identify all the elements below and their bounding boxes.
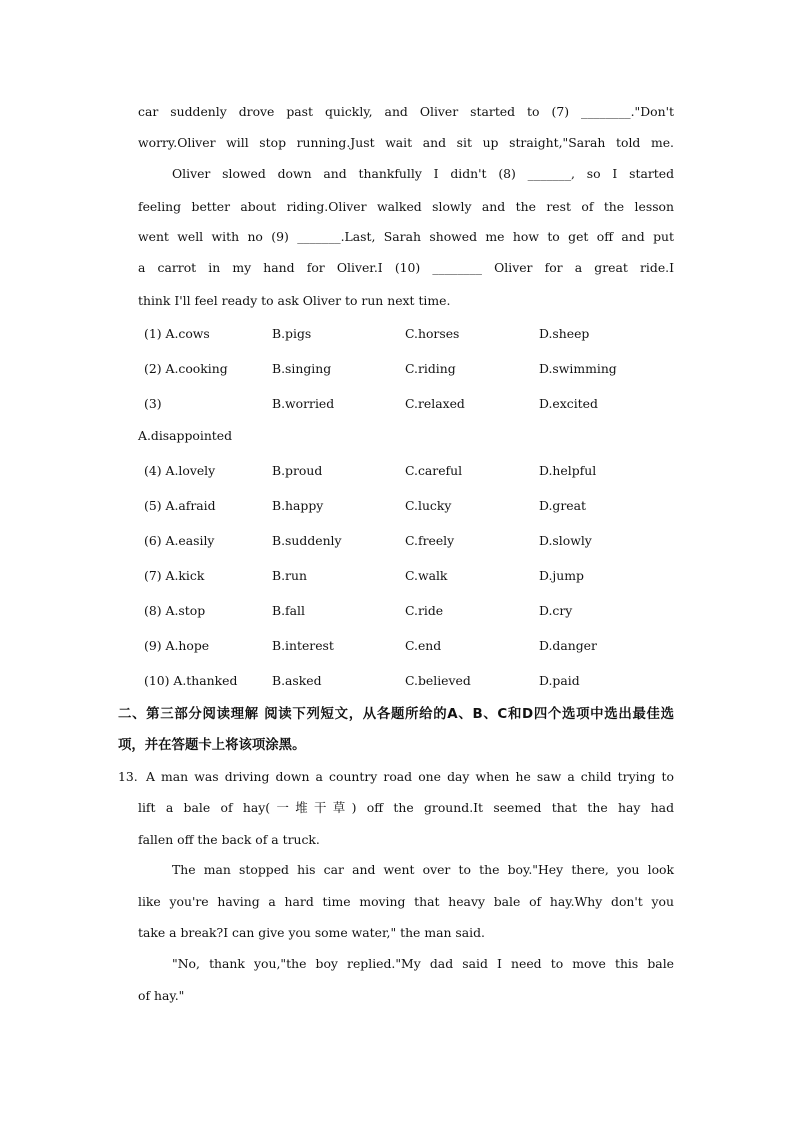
option-d: D.sheep bbox=[539, 326, 590, 341]
option-row bbox=[144, 463, 684, 479]
option-b: B.run bbox=[272, 568, 307, 583]
option-row bbox=[144, 673, 684, 689]
option-c: C.end bbox=[405, 638, 442, 653]
option-b: B.singing bbox=[272, 361, 332, 376]
option-c: C.ride bbox=[405, 603, 444, 618]
question-number: 13. bbox=[118, 769, 138, 784]
option-a: (4) A.lovely bbox=[144, 463, 216, 478]
option-c: C.riding bbox=[405, 361, 456, 376]
option-c: C.careful bbox=[405, 463, 463, 478]
option-d: D.excited bbox=[539, 396, 598, 411]
option-d: D.helpful bbox=[539, 463, 597, 478]
option-row bbox=[144, 638, 684, 654]
option-c: C.horses bbox=[405, 326, 460, 341]
option-a: (2) A.cooking bbox=[144, 361, 228, 376]
reading-line: like you're having a hard time moving that heavy bale of hay.Why don't you bbox=[138, 894, 674, 909]
option-a: (9) A.hope bbox=[144, 638, 210, 653]
option-a: (1) A.cows bbox=[144, 326, 210, 341]
option-b: B.happy bbox=[272, 498, 324, 513]
option-c: C.relaxed bbox=[405, 396, 465, 411]
option-c: C.freely bbox=[405, 533, 455, 548]
option-b: B.suddenly bbox=[272, 533, 342, 548]
option-row bbox=[144, 498, 684, 514]
passage-line: worry.Oliver will stop running.Just wait and sit up straight,"Sarah told me. bbox=[138, 135, 674, 150]
section-heading: 二、第三部分阅读理解 阅读下列短文，从各题所给的A、B、C和D四个选项中选出最佳选 bbox=[118, 707, 674, 722]
option-b: B.pigs bbox=[272, 326, 312, 341]
option-b: B.asked bbox=[272, 673, 322, 688]
reading-line: take a break?I can give you some water," the man said. bbox=[138, 925, 485, 940]
reading-line: fallen off the back of a truck. bbox=[138, 832, 320, 847]
reading-line: A man was driving down a country road one day when he saw a child trying to bbox=[146, 769, 674, 784]
option-d: D.swimming bbox=[539, 361, 617, 376]
option-c: C.believed bbox=[405, 673, 471, 688]
option-d: D.danger bbox=[539, 638, 597, 653]
option-row bbox=[144, 533, 684, 549]
reading-line: The man stopped his car and went over to the boy."Hey there, you look bbox=[172, 862, 674, 877]
passage-line: think I'll feel ready to ask Oliver to run next time. bbox=[138, 293, 451, 308]
option-a: (5) A.afraid bbox=[144, 498, 216, 513]
option-d: D.great bbox=[539, 498, 586, 513]
option-a: (7) A.kick bbox=[144, 568, 205, 583]
option-d: D.jump bbox=[539, 568, 584, 583]
option-row bbox=[144, 361, 684, 377]
option-b: B.proud bbox=[272, 463, 323, 478]
option-a: (6) A.easily bbox=[144, 533, 215, 548]
option-row bbox=[144, 326, 684, 342]
reading-line: of hay." bbox=[138, 988, 185, 1003]
option-b: B.interest bbox=[272, 638, 334, 653]
option-a: (10) A.thanked bbox=[144, 673, 238, 688]
passage-line: went well with no (9) _______.Last, Sarah showed me how to get off and put bbox=[138, 229, 674, 244]
option-row bbox=[144, 396, 684, 412]
option-c: C.walk bbox=[405, 568, 448, 583]
section-heading: 项，并在答题卡上将该项涂黑。 bbox=[118, 738, 306, 753]
passage-line: a carrot in my hand for Oliver.I (10) ________ Oliver for a great ride.I bbox=[138, 260, 674, 275]
reading-line: "No, thank you,"the boy replied."My dad said I need to move this bale bbox=[172, 956, 674, 971]
passage-line: car suddenly drove past quickly, and Oliver started to (7) ________."Don't bbox=[138, 104, 674, 119]
option-b: B.fall bbox=[272, 603, 305, 618]
option-d: D.paid bbox=[539, 673, 580, 688]
option-a: (8) A.stop bbox=[144, 603, 206, 618]
option-d: D.cry bbox=[539, 603, 573, 618]
option-row bbox=[144, 603, 684, 619]
option-row bbox=[144, 568, 684, 584]
passage-line: feeling better about riding.Oliver walked slowly and the rest of the lesson bbox=[138, 199, 674, 214]
option-c: C.lucky bbox=[405, 498, 452, 513]
reading-line: lift a bale of hay(一堆干草) off the ground.It seemed that the hay had bbox=[138, 800, 674, 815]
option-d: D.slowly bbox=[539, 533, 592, 548]
option-b: B.worried bbox=[272, 396, 335, 411]
option-a-wrapped: A.disappointed bbox=[138, 428, 233, 443]
option-number: (3) bbox=[144, 396, 162, 411]
passage-line: Oliver slowed down and thankfully I didn't (8) _______, so I started bbox=[172, 166, 674, 181]
